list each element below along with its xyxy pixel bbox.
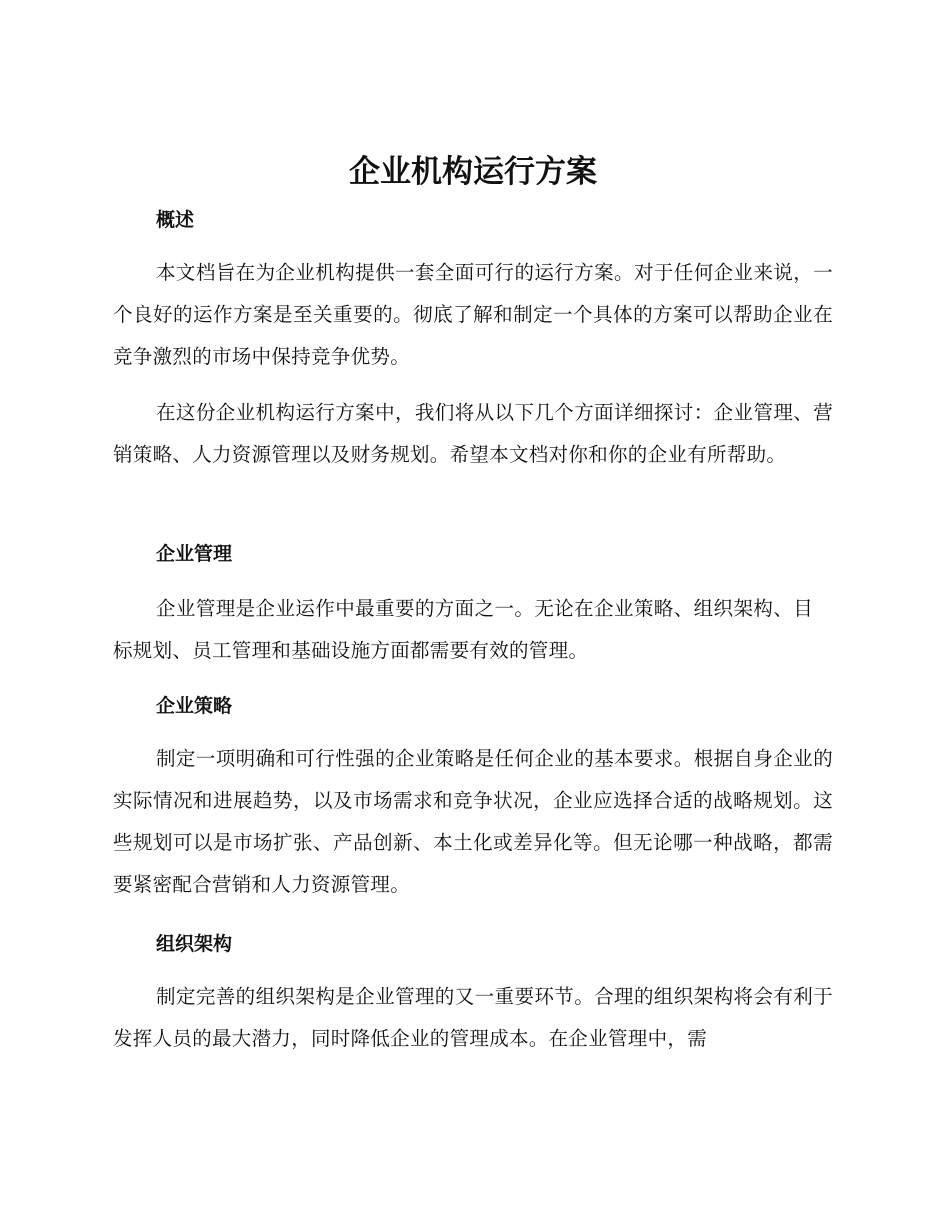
- section-heading-overview: 概述: [156, 209, 195, 231]
- section-heading-enterprise-strategy: 企业策略: [156, 695, 233, 717]
- enterprise-management-paragraph: 企业管理是企业运作中最重要的方面之一。无论在企业策略、组织架构、目标规划、员工管理和基础设施方面都需要有效的管理。: [113, 597, 813, 662]
- section-heading-enterprise-management: 企业管理: [156, 543, 233, 565]
- overview-paragraph-2: 在这份企业机构运行方案中，我们将从以下几个方面详细探讨：企业管理、营销策略、人力资源管理以及财务规划。希望本文档对你和你的企业有所帮助。: [113, 401, 833, 466]
- overview-paragraph-1: 本文档旨在为企业机构提供一套全面可行的运行方案。对于任何企业来说，一个良好的运作方案是至关重要的。彻底了解和制定一个具体的方案可以帮助企业在竞争激烈的市场中保持竞争优势。: [113, 261, 833, 368]
- organization-structure-paragraph: 制定完善的组织架构是企业管理的又一重要环节。合理的组织架构将会有利于发挥人员的最大潜力，同时降低企业的管理成本。在企业管理中，需: [113, 985, 833, 1050]
- document-title: 企业机构运行方案: [349, 154, 597, 190]
- section-heading-organization-structure: 组织架构: [156, 933, 233, 955]
- enterprise-strategy-paragraph: 制定一项明确和可行性强的企业策略是任何企业的基本要求。根据自身企业的实际情况和进展趋势，以及市场需求和竞争状况，企业应选择合适的战略规划。这些规划可以是市场扩张、产品创新、本土化或差异化等。但无论哪一种战略，都需要紧密配合营销和人力资源管理。: [113, 747, 833, 896]
